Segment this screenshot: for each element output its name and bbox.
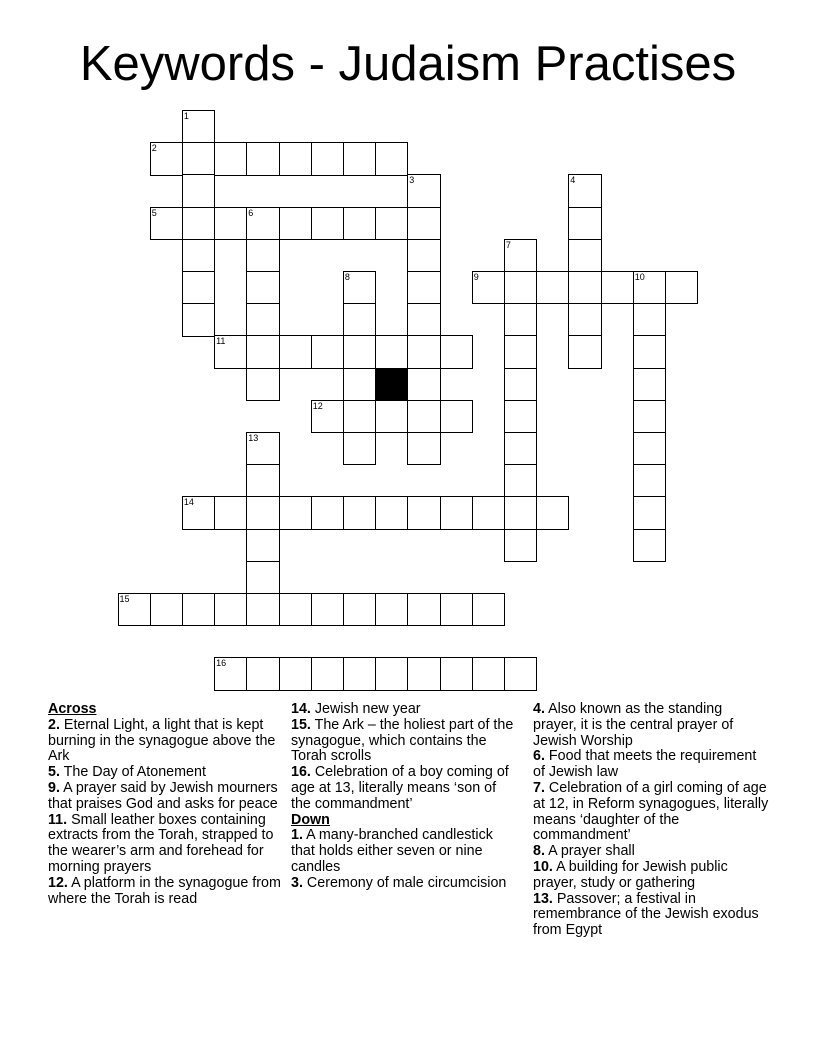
grid-cell[interactable] <box>279 207 312 240</box>
grid-cell[interactable] <box>246 657 279 690</box>
across-clue <box>291 718 519 765</box>
grid-cell[interactable] <box>279 142 312 175</box>
grid-cell[interactable] <box>343 335 376 368</box>
clue-number-label: 1 <box>183 111 189 121</box>
grid-cell[interactable] <box>407 271 440 304</box>
clue-number: 13. <box>533 890 553 907</box>
grid-cell[interactable] <box>150 593 183 626</box>
grid-cell[interactable] <box>182 271 215 304</box>
grid-cell[interactable] <box>246 464 279 497</box>
grid-cell[interactable] <box>504 239 537 272</box>
clue-text: The Day of Atonement <box>63 764 206 781</box>
across-clue <box>48 718 284 765</box>
grid-cell[interactable] <box>150 142 183 175</box>
grid-cell[interactable] <box>311 496 344 529</box>
grid-cell[interactable] <box>568 271 601 304</box>
grid-cell[interactable] <box>633 529 666 562</box>
grid-cell[interactable] <box>311 142 344 175</box>
across-clue <box>48 813 284 876</box>
grid-cell[interactable] <box>407 303 440 336</box>
grid-cell[interactable] <box>633 303 666 336</box>
clue-number: 12. <box>48 874 68 891</box>
grid-cell[interactable] <box>343 207 376 240</box>
grid-cell[interactable] <box>633 432 666 465</box>
grid-cell[interactable] <box>375 593 408 626</box>
clue-number-label: 15 <box>119 594 130 604</box>
grid-cell[interactable] <box>246 303 279 336</box>
clue-number: 6. <box>533 748 545 765</box>
down-clue <box>533 749 769 781</box>
grid-cell[interactable] <box>407 432 440 465</box>
grid-cell[interactable] <box>633 368 666 401</box>
clue-text: Celebration of a boy coming of age at 13, literally means ‘son of the commandment’ <box>291 764 509 812</box>
clue-number-label: 14 <box>183 497 194 508</box>
clue-text: Jewish new year <box>314 701 421 717</box>
clue-text: Small leather boxes containing extracts from the Torah, strapped to the wearer’s arm and forehead for morning prayers <box>48 811 274 875</box>
clue-number-label: 5 <box>151 207 157 218</box>
grid-cell[interactable] <box>440 657 473 690</box>
grid-cell[interactable] <box>182 110 215 143</box>
clue-text: Ceremony of male circumcision <box>306 874 507 891</box>
grid-cell[interactable] <box>118 593 151 626</box>
grid-cell[interactable] <box>182 496 215 529</box>
clue-number-label: 4 <box>570 175 576 186</box>
grid-cell[interactable] <box>568 207 601 240</box>
down-clue <box>533 892 769 939</box>
clue-number: 4. <box>533 701 545 717</box>
grid-block-cell <box>375 368 408 401</box>
clue-text: The Ark – the holiest part of the synagogue, which contains the Torah scrolls <box>291 716 514 765</box>
grid-cell[interactable] <box>504 464 537 497</box>
grid-cell[interactable] <box>182 207 215 240</box>
grid-cell[interactable] <box>246 335 279 368</box>
grid-cell[interactable] <box>472 271 505 304</box>
grid-cell[interactable] <box>633 400 666 433</box>
grid-cell[interactable] <box>214 657 247 690</box>
grid-cell[interactable] <box>246 207 279 240</box>
clue-text: Eternal Light, a light that is kept burning in the synagogue above the Ark <box>48 716 276 765</box>
grid-cell[interactable] <box>665 271 698 304</box>
clue-text: A prayer said by Jewish mourners that praises God and asks for peace <box>48 779 278 812</box>
grid-cell[interactable] <box>407 335 440 368</box>
grid-cell[interactable] <box>601 271 634 304</box>
grid-cell[interactable] <box>375 657 408 690</box>
across-heading: Across <box>48 701 97 717</box>
grid-cell[interactable] <box>407 368 440 401</box>
grid-cell[interactable] <box>214 593 247 626</box>
clue-number: 2. <box>48 716 60 733</box>
grid-cell[interactable] <box>504 496 537 529</box>
grid-cell[interactable] <box>246 561 279 594</box>
grid-cell[interactable] <box>633 271 666 304</box>
clue-number: 16. <box>291 764 311 781</box>
grid-cell[interactable] <box>407 400 440 433</box>
grid-cell[interactable] <box>343 432 376 465</box>
clue-number: 9. <box>48 779 60 796</box>
clue-number: 15. <box>291 716 311 733</box>
clue-number-label: 7 <box>505 239 511 250</box>
grid-cell[interactable] <box>375 496 408 529</box>
clue-text: Passover; a festival in remembrance of the Jewish exodus from Egypt <box>533 890 759 939</box>
grid-cell[interactable] <box>568 239 601 272</box>
grid-cell[interactable] <box>536 496 569 529</box>
grid-cell[interactable] <box>311 593 344 626</box>
grid-cell[interactable] <box>568 303 601 336</box>
grid-cell[interactable] <box>504 335 537 368</box>
across-clue <box>291 702 519 718</box>
grid-cell[interactable] <box>279 657 312 690</box>
across-clue <box>48 781 284 813</box>
clue-number-label: 9 <box>473 272 479 282</box>
across-clue <box>48 765 284 781</box>
grid-cell[interactable] <box>375 400 408 433</box>
grid-cell[interactable] <box>504 657 537 690</box>
grid-cell[interactable] <box>182 593 215 626</box>
clues-column-1 <box>48 702 284 907</box>
grid-cell[interactable] <box>536 271 569 304</box>
clues-column-2 <box>291 702 519 892</box>
clues-column-3 <box>533 702 769 939</box>
grid-cell[interactable] <box>633 496 666 529</box>
clue-text: Celebration of a girl coming of age at 12, in Reform synagogues, literally means ‘daughter of the commandment’ <box>533 779 769 844</box>
grid-cell[interactable] <box>504 432 537 465</box>
grid-cell[interactable] <box>214 142 247 175</box>
grid-cell[interactable] <box>311 207 344 240</box>
clue-number-label: 16 <box>216 658 227 669</box>
grid-cell[interactable] <box>214 335 247 368</box>
grid-cell[interactable] <box>472 496 505 529</box>
grid-cell[interactable] <box>279 335 312 368</box>
grid-cell[interactable] <box>407 593 440 626</box>
grid-cell[interactable] <box>311 335 344 368</box>
grid-cell[interactable] <box>343 303 376 336</box>
grid-cell[interactable] <box>504 368 537 401</box>
clue-number: 1. <box>291 827 303 844</box>
grid-cell[interactable] <box>343 142 376 175</box>
clue-number: 3. <box>291 874 303 891</box>
grid-cell[interactable] <box>343 496 376 529</box>
grid-cell[interactable] <box>246 593 279 626</box>
grid-cell[interactable] <box>407 239 440 272</box>
grid-cell[interactable] <box>375 335 408 368</box>
grid-cell[interactable] <box>440 400 473 433</box>
grid-cell[interactable] <box>182 142 215 175</box>
grid-cell[interactable] <box>504 303 537 336</box>
grid-cell[interactable] <box>440 496 473 529</box>
grid-cell[interactable] <box>182 239 215 272</box>
clue-number-label: 3 <box>409 175 415 186</box>
grid-cell[interactable] <box>440 335 473 368</box>
grid-cell[interactable] <box>343 657 376 690</box>
clue-number: 10. <box>533 858 553 875</box>
grid-cell[interactable] <box>343 593 376 626</box>
across-clue <box>48 876 284 908</box>
grid-cell[interactable] <box>407 174 440 207</box>
grid-cell[interactable] <box>343 368 376 401</box>
clue-number-label: 12 <box>312 400 323 411</box>
grid-cell[interactable] <box>375 142 408 175</box>
grid-cell[interactable] <box>214 496 247 529</box>
grid-cell[interactable] <box>440 593 473 626</box>
grid-cell[interactable] <box>633 335 666 368</box>
clue-text: Food that meets the requirement of Jewish law <box>533 748 757 781</box>
grid-cell[interactable] <box>214 207 247 240</box>
down-clue <box>533 702 769 749</box>
grid-cell[interactable] <box>504 529 537 562</box>
down-clue <box>291 828 519 875</box>
clue-number: 7. <box>533 779 545 796</box>
clue-text: A building for Jewish public prayer, study or gathering <box>533 858 728 891</box>
down-heading: Down <box>291 811 330 828</box>
down-clue <box>291 876 519 892</box>
clue-text: A prayer shall <box>548 843 635 860</box>
grid-cell[interactable] <box>246 239 279 272</box>
grid-cell[interactable] <box>311 400 344 433</box>
grid-cell[interactable] <box>150 207 183 240</box>
grid-cell[interactable] <box>472 593 505 626</box>
grid-cell[interactable] <box>279 496 312 529</box>
down-clue <box>533 781 769 844</box>
grid-cell[interactable] <box>472 657 505 690</box>
grid-cell[interactable] <box>343 271 376 304</box>
grid-cell[interactable] <box>504 271 537 304</box>
clue-number: 11. <box>48 811 68 828</box>
clue-number-label: 11 <box>216 336 226 347</box>
grid-cell[interactable] <box>279 593 312 626</box>
grid-cell[interactable] <box>375 207 408 240</box>
across-clue <box>291 765 519 812</box>
grid-cell[interactable] <box>246 529 279 562</box>
clue-number: 5. <box>48 764 60 781</box>
clue-text: A platform in the synagogue from where the Torah is read <box>48 874 281 907</box>
grid-cell[interactable] <box>568 335 601 368</box>
grid-cell[interactable] <box>246 271 279 304</box>
clue-number: 8. <box>533 843 545 860</box>
grid-cell[interactable] <box>407 207 440 240</box>
clue-number-label: 10 <box>634 272 645 282</box>
grid-cell[interactable] <box>246 432 279 465</box>
clue-text: Also known as the standing prayer, it is the central prayer of Jewish Worship <box>533 701 734 749</box>
grid-cell[interactable] <box>246 496 279 529</box>
clue-number-label: 6 <box>248 207 254 218</box>
clue-number-label: 8 <box>344 272 350 282</box>
clue-number-label: 13 <box>248 433 259 443</box>
grid-cell[interactable] <box>246 142 279 175</box>
grid-cell[interactable] <box>182 303 215 336</box>
grid-cell[interactable] <box>343 400 376 433</box>
page-title: Keywords - Judaism Practises <box>79 37 737 91</box>
grid-cell[interactable] <box>504 400 537 433</box>
grid-cell[interactable] <box>633 464 666 497</box>
clue-number: 14. <box>291 701 311 717</box>
clue-text: A many-branched candlestick that holds either seven or nine candles <box>291 827 493 875</box>
grid-cell[interactable] <box>407 657 440 690</box>
clue-number-label: 2 <box>151 143 157 154</box>
grid-cell[interactable] <box>182 174 215 207</box>
down-clue <box>533 860 769 892</box>
grid-cell[interactable] <box>246 368 279 401</box>
grid-cell[interactable] <box>311 657 344 690</box>
down-clue <box>533 844 769 860</box>
grid-cell[interactable] <box>568 174 601 207</box>
grid-cell[interactable] <box>407 496 440 529</box>
